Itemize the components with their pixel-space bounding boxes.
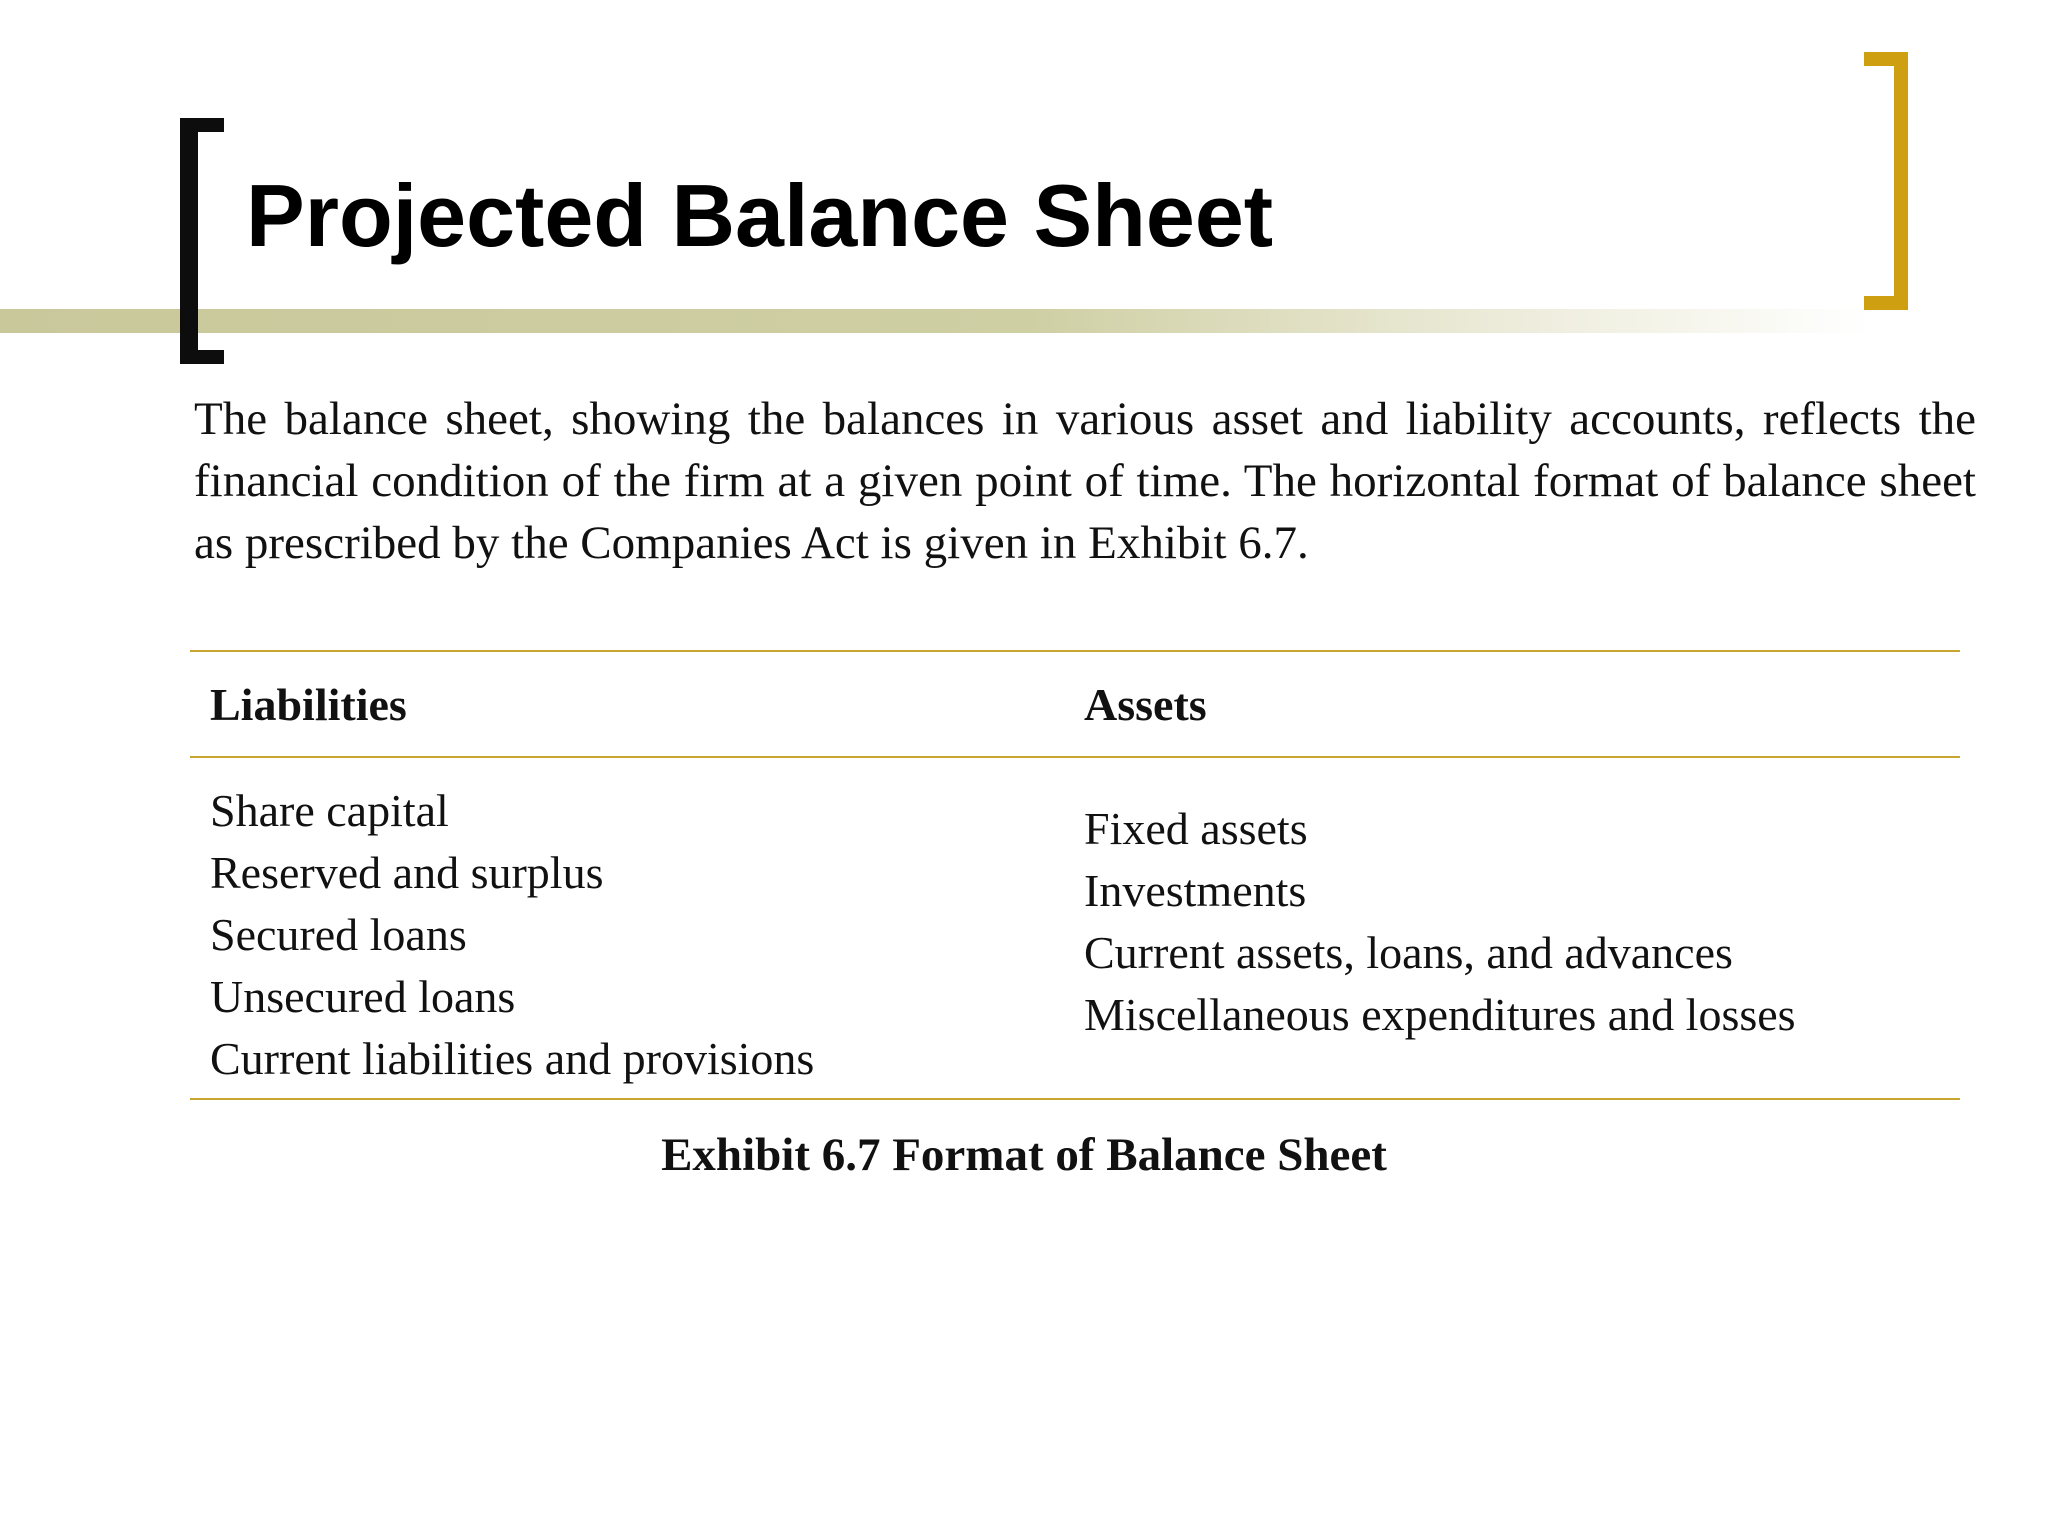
list-item: Current liabilities and provisions [210,1033,815,1084]
assets-list [1084,798,1960,1046]
left-bracket-decoration [180,118,224,364]
liabilities-list [210,780,1084,1090]
assets-column [1084,758,1960,1098]
liabilities-column [190,758,1084,1098]
table-bottom-rule [190,1098,1960,1100]
list-item: Share capital [210,785,449,836]
list-item: Current assets, loans, and advances [1084,927,1733,978]
list-item: Miscellaneous expenditures and losses [1084,989,1796,1040]
balance-sheet-table [190,650,1960,1100]
list-item: Investments [1084,865,1307,916]
table-header-row [190,652,1960,756]
list-item: Secured loans [210,909,467,960]
assets-header: Assets [1084,678,1207,730]
liabilities-header: Liabilities [210,678,407,730]
intro-paragraph: The balance sheet, showing the balances in various asset and liability accounts, reflects the financial condition of the firm at a given point of time. The horizontal format of balance sheet as prescribed by the Companies Act is given in Exhibit 6.7. [194,393,1976,569]
table-body [190,758,1960,1098]
list-item: Reserved and surplus [210,847,604,898]
list-item: Unsecured loans [210,971,516,1022]
title-band [0,309,1870,333]
page-title: Projected Balance Sheet [246,166,1274,265]
list-item: Fixed assets [1084,803,1308,854]
exhibit-caption: Exhibit 6.7 Format of Balance Sheet [661,1129,1387,1181]
right-bracket-decoration [1864,52,1908,310]
